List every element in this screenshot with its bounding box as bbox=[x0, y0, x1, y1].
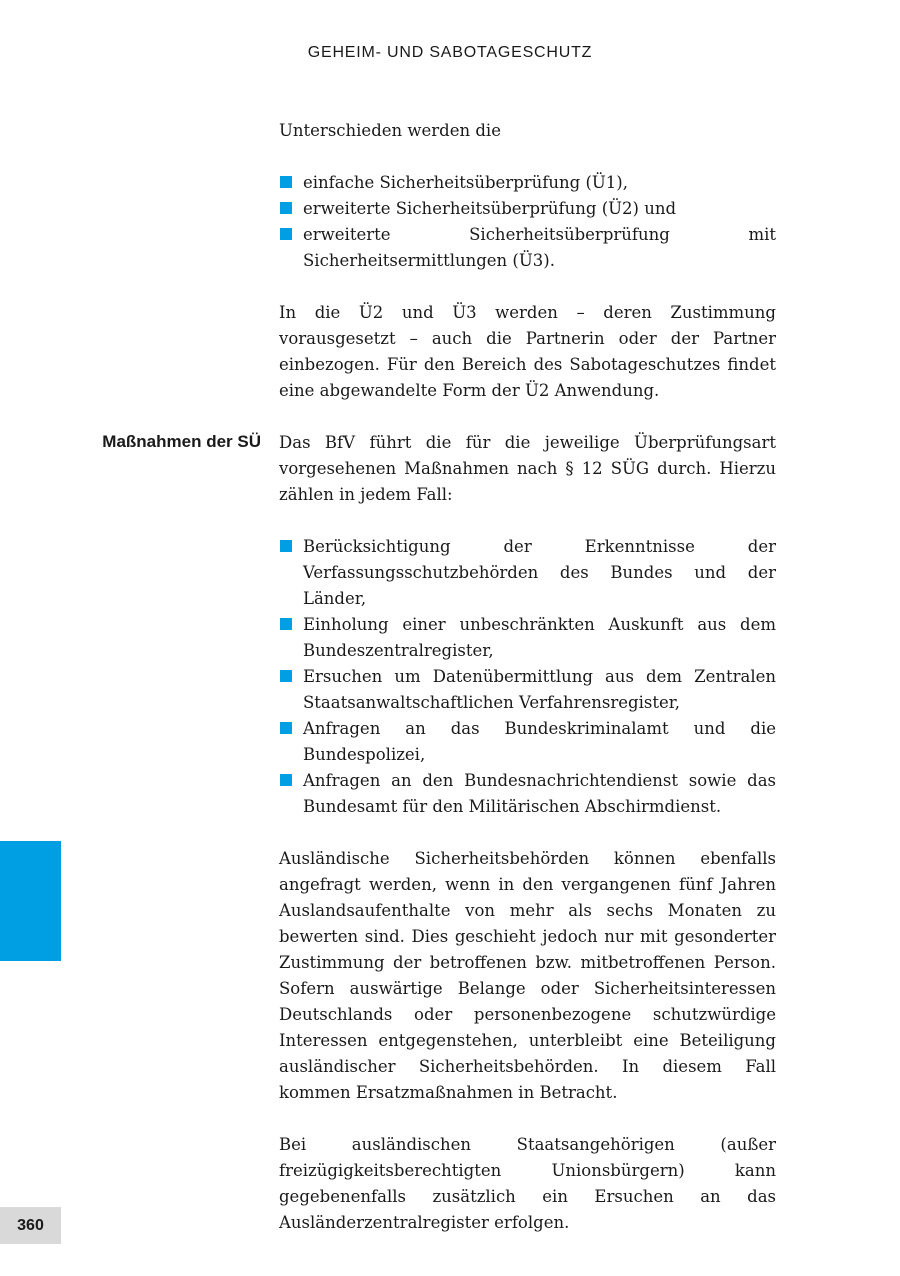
list-item: Anfragen an das Bundeskriminalamt und die Bundespolizei, bbox=[279, 716, 776, 768]
list-item: Ersuchen um Datenübermittlung aus dem Zentralen Staatsanwaltschaftlichen Verfahrensregister, bbox=[279, 664, 776, 716]
measures-intro-paragraph: Das BfV führt die für die jeweilige Überprüfungsart vorgesehenen Maßnahmen nach § 12 SÜG durch. Hierzu zählen in jedem Fall: bbox=[279, 433, 776, 504]
margin-note: Maßnahmen der SÜ bbox=[102, 432, 261, 451]
bullet-square-icon bbox=[280, 202, 292, 214]
bullet-square-icon bbox=[280, 228, 292, 240]
running-header: GEHEIM- UND SABOTAGESCHUTZ bbox=[307, 44, 593, 61]
list-item: Anfragen an den Bundesnachrichtendienst sowie das Bundesamt für den Militärischen Abschirmdienst. bbox=[279, 768, 776, 820]
check-types-list bbox=[279, 170, 776, 274]
intro-paragraph: Unterschieden werden die bbox=[279, 121, 501, 140]
bullet-square-icon bbox=[280, 618, 292, 630]
bullet-square-icon bbox=[280, 670, 292, 682]
chapter-tab-marker bbox=[0, 841, 61, 961]
bullet-square-icon bbox=[280, 722, 292, 734]
bullet-square-icon bbox=[280, 176, 292, 188]
bullet-square-icon bbox=[280, 774, 292, 786]
page-number: 360 bbox=[0, 1207, 61, 1244]
main-content bbox=[279, 118, 776, 1236]
list-item: einfache Sicherheitsüberprüfung (Ü1), bbox=[279, 170, 776, 196]
measures-list bbox=[279, 534, 776, 820]
bullet-square-icon bbox=[280, 540, 292, 552]
foreign-nationals-paragraph: Bei ausländischen Staatsangehörigen (außer freizügigkeitsberechtigten Unionsbürgern) kann gegebenenfalls zusätzlich ein Ersuchen an das Ausländerzentralregister erfolgen. bbox=[279, 1135, 776, 1232]
list-item: Einholung einer unbeschränkten Auskunft aus dem Bundeszentralregister, bbox=[279, 612, 776, 664]
list-item: Berücksichtigung der Erkenntnisse der Verfassungsschutzbehörden des Bundes und der Länder, bbox=[279, 534, 776, 612]
partner-paragraph: In die Ü2 und Ü3 werden – deren Zustimmung vorausgesetzt – auch die Partnerin oder der Partner einbezogen. Für den Bereich des Sabotageschutzes findet eine abgewandelte Form der Ü2 Anwendung. bbox=[279, 303, 776, 400]
list-item: erweiterte Sicherheitsüberprüfung (Ü2) und bbox=[279, 196, 776, 222]
list-item: erweiterte Sicherheitsüberprüfung mit Sicherheitsermittlungen (Ü3). bbox=[279, 222, 776, 274]
foreign-authorities-paragraph: Ausländische Sicherheitsbehörden können ebenfalls angefragt werden, wenn in den vergangenen fünf Jahren Auslandsaufenthalte von mehr als sechs Monaten zu bewerten sind. Dies geschieht jedoch nur mit gesonderter Zustimmung der betroffenen bzw. mitbetroffenen Person. Sofern auswärtige Belange oder Sicherheitsinteressen Deutschlands oder personenbezogene schutzwürdige Interessen entgegenstehen, unterbleibt eine Beteiligung ausländischer Sicherheitsbehörden. In diesem Fall kommen Ersatzmaßnahmen in Betracht. bbox=[279, 849, 776, 1102]
